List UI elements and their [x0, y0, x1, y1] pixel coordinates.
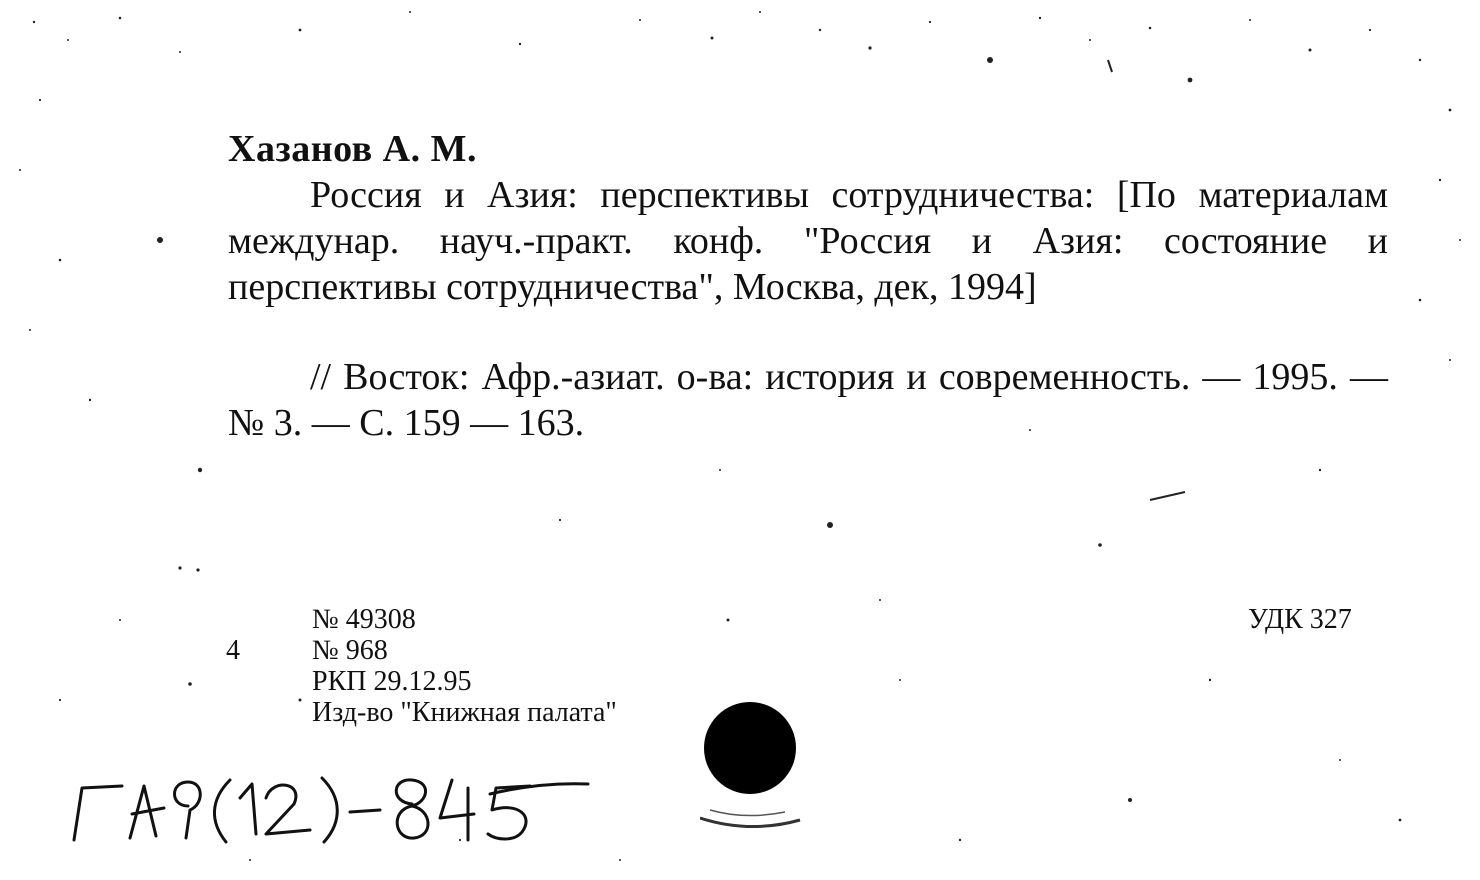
registration-line: № 49308 — [312, 604, 416, 635]
udk-code: УДК 327 — [1248, 604, 1352, 635]
registration-line: № 968 — [312, 635, 388, 666]
registration-line: РКП 29.12.95 — [312, 666, 472, 697]
publication-title: Россия и Азия: перспективы сотрудничества: [По материалам междунар. науч.-практ. конф. "Россия и Азия: состояние и перспективы сотрудничества", Москва, дек, 1994] — [228, 174, 1388, 308]
source-reference: // Восток: Афр.-азиат. о-ва: история и современность. — 1995. — № 3. — С. 159 — 163. — [228, 356, 1388, 444]
registration-line: Изд-во "Книжная палата" — [312, 697, 617, 728]
ink-blot — [700, 700, 820, 840]
handwritten-shelf-code — [60, 760, 600, 850]
card-number: 4 — [226, 635, 240, 666]
author-heading: Хазанов А. М. — [228, 128, 477, 170]
registration-info — [312, 604, 617, 728]
